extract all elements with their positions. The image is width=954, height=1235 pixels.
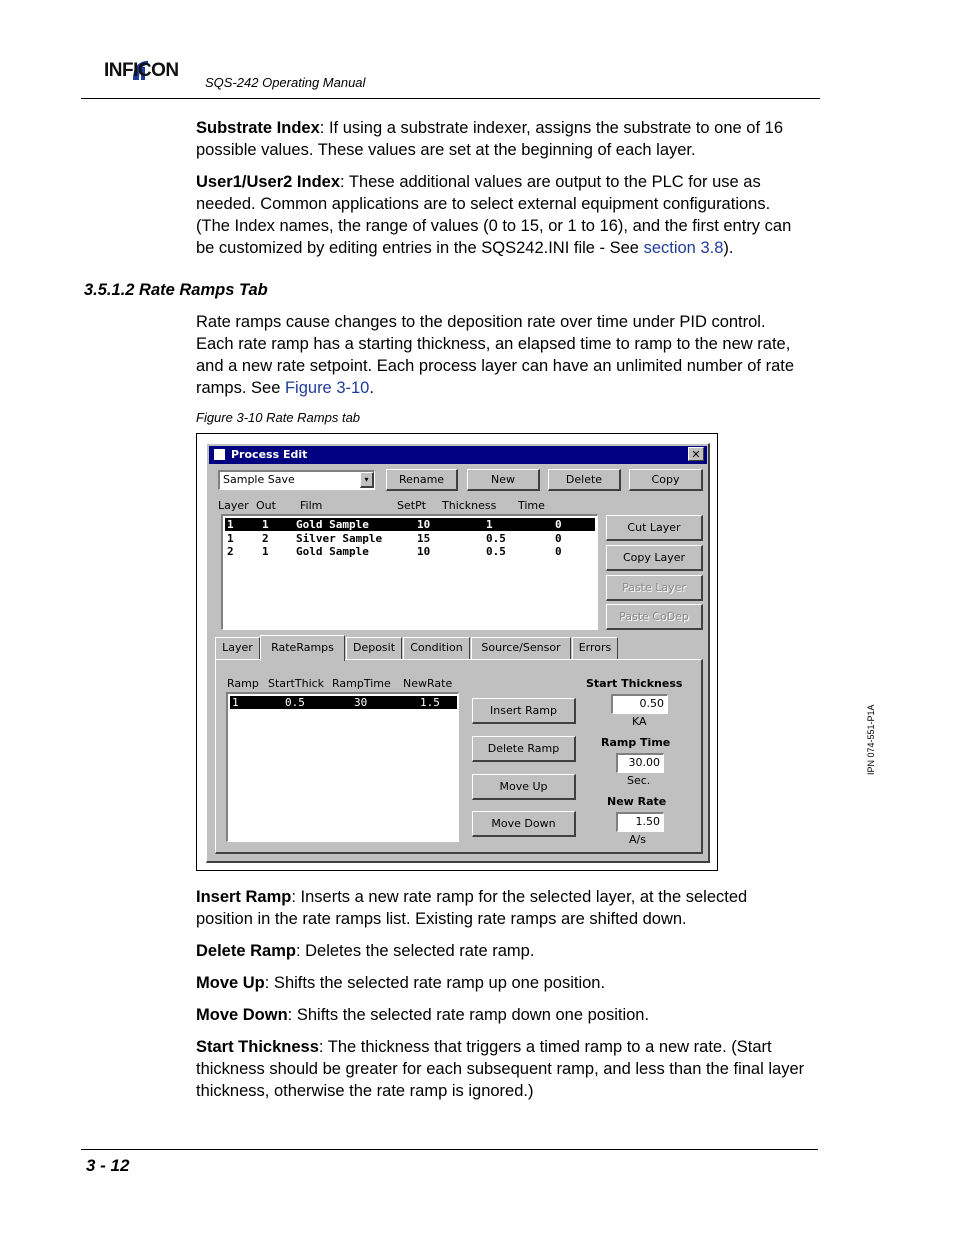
col-header-layer: Layer <box>218 499 249 512</box>
new-rate-unit: A/s <box>629 833 646 846</box>
chevron-down-icon[interactable]: ▾ <box>360 472 374 488</box>
start-thickness-unit: KA <box>632 715 647 728</box>
tab-source-sensor[interactable]: Source/Sensor <box>471 637 571 659</box>
term: Move Down <box>196 1006 288 1024</box>
footer-rule <box>81 1149 818 1150</box>
col-header-newrate: NewRate <box>403 677 453 690</box>
term: Start Thickness <box>196 1038 319 1056</box>
table-row[interactable]: 2 1 Gold Sample 10 0.5 0 <box>227 545 562 558</box>
table-row[interactable]: 1 1 Gold Sample 10 1 0 <box>225 518 595 531</box>
manual-title: SQS-242 Operating Manual <box>205 75 366 90</box>
figure-caption: Figure 3-10 Rate Ramps tab <box>196 410 361 425</box>
app-icon <box>214 449 225 460</box>
ramp-time-unit: Sec. <box>627 774 651 787</box>
term: Substrate Index <box>196 119 320 137</box>
process-select-value: Sample Save <box>223 473 295 486</box>
start-thickness-paragraph: Start Thickness: The thickness that triggers a timed ramp to a new rate. (Start thickness should be greater for each subsequent ramp, and less than the final layer thickness, otherwise the rate ramp is ignored.) <box>196 1038 805 1100</box>
tab-deposit[interactable]: Deposit <box>346 637 402 659</box>
tab-rateramps[interactable]: RateRamps <box>260 635 345 661</box>
user-index-paragraph: User1/User2 Index: These additional values are output to the PLC for use as needed. Common applications are to select external equipment configurations. (The Index names, the range of values (0 to 15, or 1 to 16), and the first entry can be customized by editing entries in the SQS242.INI file - See section 3.8). <box>196 173 792 257</box>
brand-name: INFICON <box>104 60 179 81</box>
move-down-button[interactable]: Move Down <box>472 811 576 837</box>
insert-ramp-paragraph: Insert Ramp: Inserts a new rate ramp for the selected layer, at the selected position in the rate ramps list. Existing rate ramps are shifted down. <box>196 888 748 928</box>
term: User1/User2 Index <box>196 173 340 191</box>
ramp-time-input[interactable]: 30.00 <box>616 753 664 773</box>
delete-ramp-button[interactable]: Delete Ramp <box>472 736 576 762</box>
move-up-paragraph: Move Up: Shifts the selected rate ramp up one position. <box>196 974 606 992</box>
col-header-setpt: SetPt <box>397 499 427 512</box>
copy-button[interactable]: Copy <box>629 469 703 491</box>
section-heading: 3.5.1.2 Rate Ramps Tab <box>84 281 268 299</box>
col-header-film: Film <box>300 499 323 512</box>
process-select[interactable] <box>218 470 375 490</box>
col-header-startthick: StartThick <box>268 677 325 690</box>
paste-layer-button[interactable]: Paste Layer <box>606 575 703 601</box>
page-number: 3 - 12 <box>86 1156 130 1175</box>
new-button[interactable]: New <box>467 469 540 491</box>
rate-ramps-paragraph: Rate ramps cause changes to the deposition rate over time under PID control. Each rate ramp has a starting thickness, an elapsed time to ramp to the new rate, and a new rate setpoint. Each process layer can have an unlimited number of rate ramps. See Figure 3-10. <box>196 313 795 397</box>
dialog-title: Process Edit <box>231 448 308 461</box>
delete-button[interactable]: Delete <box>548 469 621 491</box>
new-rate-label: New Rate <box>607 795 667 808</box>
header-rule <box>81 98 820 99</box>
start-thickness-label: Start Thickness <box>586 677 683 690</box>
insert-ramp-button[interactable]: Insert Ramp <box>472 698 576 724</box>
figure-link[interactable]: Figure 3-10 <box>284 379 370 397</box>
delete-ramp-paragraph: Delete Ramp: Deletes the selected rate ramp. <box>196 942 535 960</box>
table-row[interactable]: 1 0.5 30 1.5 <box>230 696 457 709</box>
section-link[interactable]: section 3.8 <box>643 239 724 257</box>
substrate-index-paragraph: Substrate Index: If using a substrate indexer, assigns the substrate to one of 16 possible values. These values are set at the beginning of each layer. <box>196 119 783 159</box>
rename-button[interactable]: Rename <box>386 469 458 491</box>
move-up-button[interactable]: Move Up <box>472 774 576 800</box>
ipn-code: IPN 074-551-P1A <box>866 704 876 775</box>
col-header-out: Out <box>256 499 276 512</box>
move-down-paragraph: Move Down: Shifts the selected rate ramp down one position. <box>196 1006 650 1024</box>
copy-layer-button[interactable]: Copy Layer <box>606 545 703 571</box>
col-header-ramp: Ramp <box>227 677 259 690</box>
tab-layer[interactable]: Layer <box>215 637 260 659</box>
paste-codep-button[interactable]: Paste CoDep <box>606 604 703 630</box>
ramp-time-label: Ramp Time <box>601 736 671 749</box>
cut-layer-button[interactable]: Cut Layer <box>606 515 703 541</box>
dialog-titlebar[interactable] <box>209 446 707 464</box>
col-header-thickness: Thickness <box>442 499 497 512</box>
start-thickness-input[interactable]: 0.50 <box>611 694 668 714</box>
term: Move Up <box>196 974 265 992</box>
tab-errors[interactable]: Errors <box>572 637 618 659</box>
term: Delete Ramp <box>196 942 296 960</box>
layer-list[interactable] <box>221 514 598 630</box>
close-button[interactable]: ✕ <box>688 447 704 461</box>
col-header-ramptime: RampTime <box>332 677 391 690</box>
term: Insert Ramp <box>196 888 292 906</box>
table-row[interactable]: 1 2 Silver Sample 15 0.5 0 <box>227 532 562 545</box>
new-rate-input[interactable]: 1.50 <box>616 812 664 832</box>
col-header-time: Time <box>518 499 545 512</box>
tab-condition[interactable]: Condition <box>403 637 470 659</box>
ramp-list[interactable] <box>226 692 459 842</box>
